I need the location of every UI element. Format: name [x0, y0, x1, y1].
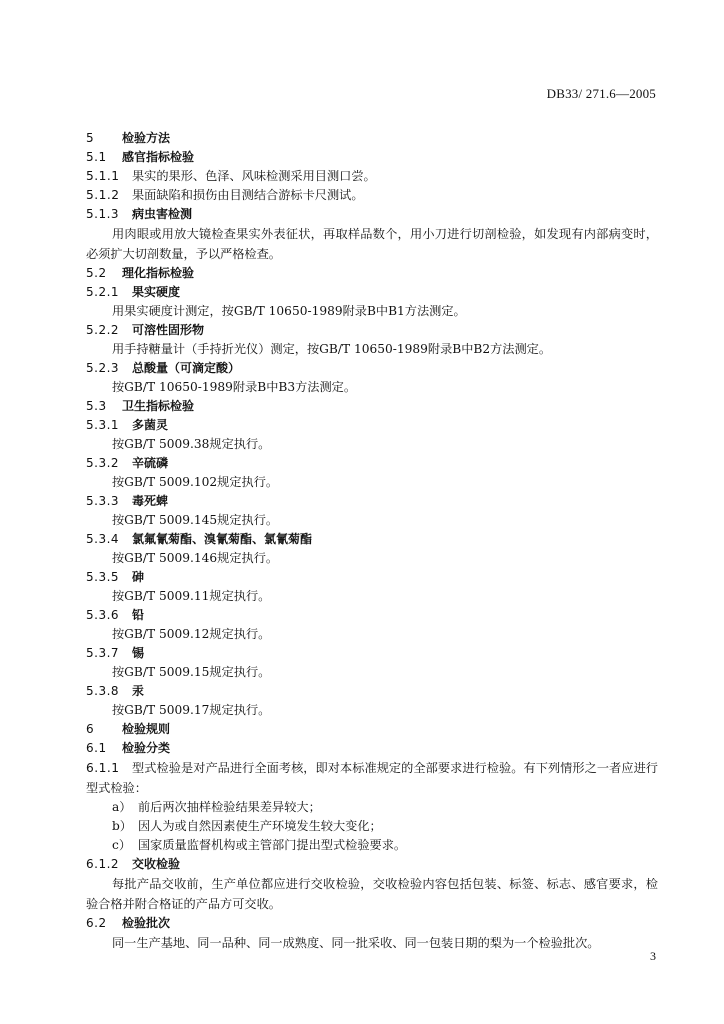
numbered-clause [86, 186, 658, 205]
list-item-text: 因人为或自然因素使生产环境发生较大变化； [138, 819, 382, 833]
section-title: 检验分类 [122, 741, 171, 755]
section-heading [86, 264, 658, 283]
section-number: 5.3.3 [86, 494, 120, 508]
section-number: 5.2 [86, 266, 107, 280]
document-code: DB33/ 271.6—2005 [546, 86, 656, 101]
body-text: 按GB/T 5009.38规定执行。 [112, 437, 271, 451]
section-number: 5.2.3 [86, 361, 120, 375]
body-text: 用手持糖量计（手持折光仪）测定，按GB/T 10650-1989附录B中B2方法测定。 [112, 342, 552, 356]
section-title: 砷 [132, 570, 145, 584]
paragraph: 每批产品交收前，生产单位都应进行交收检验，交收检验内容包括包装、标签、标志、感官要求，检验合格并附合格证的产品方可交收。 [86, 877, 658, 911]
section-heading [86, 644, 658, 663]
section-title: 辛硫磷 [132, 456, 169, 470]
section-heading [86, 359, 658, 378]
body-text: 按GB/T 10650-1989附录B中B3方法测定。 [112, 380, 357, 394]
section-title: 检验方法 [122, 131, 171, 145]
body-text: 按GB/T 5009.17规定执行。 [112, 703, 271, 717]
section-title: 检验批次 [122, 916, 171, 930]
section-number: 5.1 [86, 150, 107, 164]
list-marker: a） [112, 800, 132, 814]
body-text: 按GB/T 5009.15规定执行。 [112, 665, 271, 679]
section-title: 多菌灵 [132, 418, 169, 432]
section-number: 6.2 [86, 916, 107, 930]
section-heading [86, 492, 658, 511]
body-text: 按GB/T 5009.12规定执行。 [112, 627, 271, 641]
section-title: 理化指标检验 [122, 266, 195, 280]
section-title: 可溶性固形物 [132, 323, 205, 337]
clause-number: 6.1.1 [86, 761, 120, 775]
section-heading [86, 855, 658, 874]
clause-text: 型式检验是对产品进行全面考核，即对本标准规定的全部要求进行检验。有下列情形之一者应进行型式检验： [86, 761, 658, 795]
section-heading [86, 739, 658, 758]
section-heading [86, 720, 658, 739]
body-text: 按GB/T 5009.102规定执行。 [112, 475, 279, 489]
body-text: 按GB/T 5009.145规定执行。 [112, 513, 279, 527]
section-heading [86, 568, 658, 587]
paragraph: 用肉眼或用放大镜检查果实外表征状，再取样品数个，用小刀进行切剖检验，如发现有内部病变时，必须扩大切剖数量，予以严格检查。 [86, 227, 658, 261]
body-text: 按GB/T 5009.11规定执行。 [112, 589, 271, 603]
section-heading [86, 129, 658, 148]
section-number: 5 [86, 131, 95, 145]
section-title: 汞 [132, 684, 145, 698]
clause-number: 5.1.1 [86, 169, 120, 183]
section-heading [86, 397, 658, 416]
section-title: 果实硬度 [132, 285, 181, 299]
section-heading [86, 416, 658, 435]
clause-text: 果实的果形、色泽、风味检测采用目测口尝。 [132, 169, 376, 183]
section-title: 铅 [132, 608, 145, 622]
section-title: 氯氟氰菊酯、溴氰菊酯、氯氰菊酯 [132, 532, 313, 546]
numbered-clause [86, 758, 658, 798]
document-body [86, 129, 658, 953]
section-heading [86, 321, 658, 340]
section-title: 卫生指标检验 [122, 399, 195, 413]
page-number: 3 [650, 949, 656, 963]
list-marker: b） [112, 819, 132, 833]
section-number: 5.3.1 [86, 418, 120, 432]
body-text: 用果实硬度计测定，按GB/T 10650-1989附录B中B1方法测定。 [112, 304, 466, 318]
section-heading [86, 148, 658, 167]
list-marker: c） [112, 838, 132, 852]
section-number: 5.3.6 [86, 608, 120, 622]
paragraph: 同一生产基地、同一品种、同一成熟度、同一批采收、同一包装日期的梨为一个检验批次。 [112, 936, 600, 950]
section-title: 检验规则 [122, 722, 171, 736]
section-title: 感官指标检验 [122, 150, 195, 164]
section-heading [86, 530, 658, 549]
section-number: 6.1.2 [86, 857, 120, 871]
list-item-text: 前后两次抽样检验结果差异较大； [138, 800, 321, 814]
list-item [86, 798, 658, 817]
section-number: 5.2.2 [86, 323, 120, 337]
section-number: 5.3.8 [86, 684, 120, 698]
section-title: 总酸量（可滴定酸） [132, 361, 241, 375]
section-number: 5.3.5 [86, 570, 120, 584]
clause-text: 果面缺陷和损伤由目测结合游标卡尺测试。 [132, 188, 364, 202]
list-item [86, 817, 658, 836]
section-heading [86, 283, 658, 302]
section-title: 毒死蜱 [132, 494, 169, 508]
section-number: 5.3.7 [86, 646, 120, 660]
clause-number: 5.1.2 [86, 188, 120, 202]
section-number: 6 [86, 722, 95, 736]
body-text: 按GB/T 5009.146规定执行。 [112, 551, 279, 565]
section-heading [86, 682, 658, 701]
section-number: 5.1.3 [86, 207, 120, 221]
section-title: 病虫害检测 [132, 207, 193, 221]
list-item [86, 836, 658, 855]
section-heading [86, 914, 658, 933]
section-number: 5.2.1 [86, 285, 120, 299]
section-title: 锡 [132, 646, 145, 660]
section-number: 5.3.2 [86, 456, 120, 470]
section-title: 交收检验 [132, 857, 181, 871]
section-heading [86, 454, 658, 473]
list-item-text: 国家质量监督机构或主管部门提出型式检验要求。 [138, 838, 407, 852]
section-heading [86, 606, 658, 625]
section-heading [86, 205, 658, 224]
numbered-clause [86, 167, 658, 186]
section-number: 5.3.4 [86, 532, 120, 546]
section-number: 5.3 [86, 399, 107, 413]
section-number: 6.1 [86, 741, 107, 755]
